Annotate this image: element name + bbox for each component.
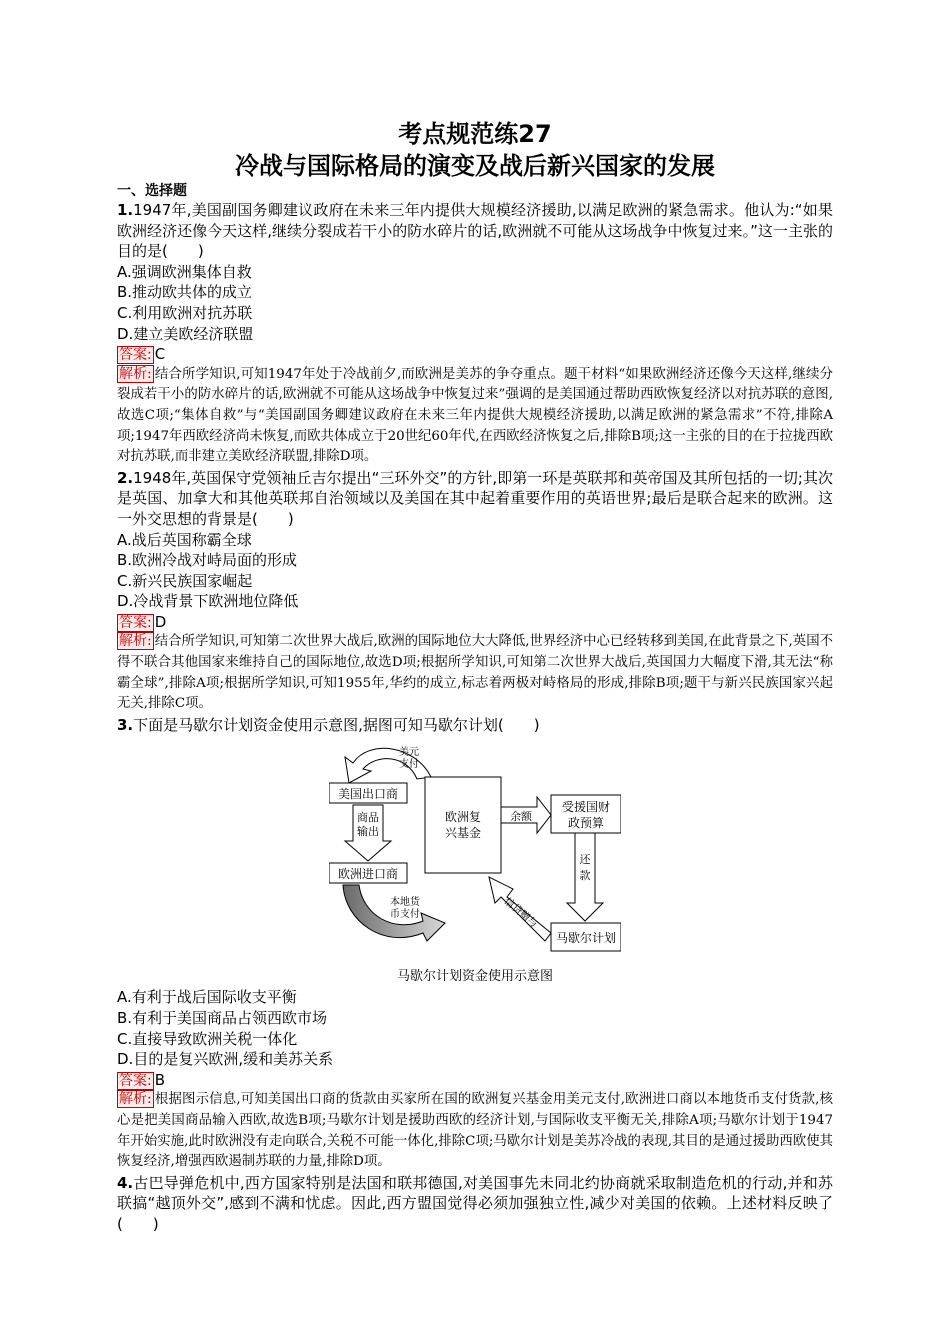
recovery-fund-box: [425, 777, 501, 873]
option-c: C.新兴民族国家崛起: [117, 571, 253, 590]
question-number: 2.: [117, 468, 134, 487]
document-page: [117, 118, 833, 1235]
diagram-caption: 马歇尔计划资金使用示意图: [396, 969, 553, 985]
question-text: 下面是马歇尔计划资金使用示意图,据图可知马歇尔计划( ): [133, 715, 540, 734]
explanation: [117, 365, 833, 468]
option-c: C.直接导致欧洲关税一体化: [117, 1029, 298, 1048]
answer-line: [117, 612, 833, 633]
document-title-line2: 冷战与国际格局的演变及战后新兴国家的发展: [235, 152, 715, 180]
explanation: [117, 1090, 833, 1172]
local-payment-label-2: 币支付: [390, 909, 420, 921]
answer-tag: 答案:: [119, 614, 152, 631]
answer-line: [117, 344, 833, 365]
eu-importer-label: 欧洲进口商: [337, 867, 399, 882]
explanation-text: 结合所学知识,可知第二次世界大战后,欧洲的国际地位大大降低,世界经济中心已经转移到美国,在此背景之下,英国不得不联合其他国家来维持自己的国际地位,故选D项;根据所学知识,可知第二次世界大战后,英国国力大幅度下滑,其无法“称霸全球”,排除A项;根据所学知识,可知1955年,华约的成立,标志着两极对峙格局的形成,排除B项;题干与新兴民族国家兴起无关,排除C项。: [117, 634, 833, 712]
goods-output-label-2: 输出: [357, 825, 379, 839]
option-a: A.有利于战后国际收支平衡: [117, 988, 297, 1007]
credit-grant-label: 信贷赠与: [501, 896, 540, 931]
question-text: 1948年,英国保守党领袖丘吉尔提出“三环外交”的方针,即第一环是英联邦和英帝国及其所包括的一切;其次是英国、加拿大和其他英联邦自治领域以及美国在其中起着重要作用的英语世界;最后是联合起来的欧洲。这一外交思想的背景是( ): [117, 468, 833, 528]
question-4: [117, 1173, 833, 1235]
usd-payment-label-1: 美元: [399, 747, 419, 759]
question-number: 3.: [117, 715, 134, 734]
question-text: 古巴导弹危机中,西方国家特别是法国和联邦德国,对美国事先未同北约协商就采取制造危机的行动,并和苏联搞“越顶外交”,感到不满和忧虑。因此,西方盟国觉得必须加强独立性,减少对美国的依赖。上述材料反映了( ): [117, 1173, 833, 1233]
explanation-text: 结合所学知识,可知1947年处于冷战前夕,而欧洲是美苏的争夺重点。题干材料“如果欧洲经济还像今天这样,继续分裂成若干小的防水碎片的话,欧洲就不可能从这场战争中恢复过来”强调的是美国通过帮助西欧恢复经济以对抗苏联的意图,故选C项;“集体自救”与“美国副国务卿建议政府在未来三年内提供大规模经济援助,以满足欧洲的紧急需求”不符,排除A项;1947年西欧经济尚未恢复,而欧共体成立于20世纪60年代,在西欧经济恢复之后,排除B项;这一主张的目的在于拉拢西欧对抗苏联,而非建立美欧经济联盟,排除D项。: [117, 366, 833, 465]
section-heading: 一、选择题: [117, 183, 187, 199]
question-1: [117, 200, 833, 262]
repayment-label-2: 款: [579, 869, 591, 883]
explanation-text: 根据图示信息,可知美国出口商的货款由买家所在国的欧洲复兴基金用美元支付,欧洲进口商以本地货币支付货款,核心是把美国商品输入西欧,故选B项;马歇尔计划是援助西欧的经济计划,与国际收支平衡无关,排除A项;马歇尔计划于1947年开始实施,此时欧洲没有走向联合,关税不可能一体化,排除C项;马歇尔计划是美苏冷战的表现,其目的是通过援助西欧使其恢复经济,增强西欧遏制苏联的力量,排除D项。: [117, 1092, 833, 1170]
explanation: [117, 632, 833, 714]
goods-output-label-1: 商品: [357, 811, 379, 825]
repayment-label-1: 还: [579, 853, 591, 867]
recovery-fund-label-2: 兴基金: [444, 826, 482, 841]
option-b: B.有利于美国商品占领西欧市场: [117, 1009, 328, 1028]
option-d: D.目的是复兴欧洲,缓和美苏关系: [117, 1050, 334, 1069]
surplus-label: 余额: [510, 810, 532, 824]
explanation-tag: 解析:: [119, 365, 152, 382]
recipient-budget-label-2: 政预算: [567, 816, 605, 831]
flow-diagram: [329, 737, 621, 969]
option-d: D.冷战背景下欧洲地位降低: [117, 592, 299, 611]
question-number: 1.: [117, 201, 134, 219]
local-payment-label-1: 本地货: [390, 897, 420, 909]
usd-payment-label-2: 支付: [399, 759, 419, 771]
question-text: 1947年,美国副国务卿建议政府在未来三年内提供大规模经济援助,以满足欧洲的紧急需求。他认为:“如果欧洲经济还像今天这样,继续分裂成若干小的防水碎片的话,欧洲就不可能从这场战争中恢复过来。”这一主张的目的是( ): [117, 201, 833, 261]
us-exporter-label: 美国出口商: [337, 787, 399, 802]
option-d: D.建立美欧经济联盟: [117, 324, 254, 343]
recovery-fund-label-1: 欧洲复: [444, 810, 482, 825]
question-3: [117, 715, 833, 736]
explanation-tag: 解析:: [119, 1091, 152, 1108]
answer-value: D: [154, 612, 167, 631]
document-title-line1: 考点规范练27: [398, 120, 552, 148]
answer-value: C: [154, 345, 166, 364]
option-c: C.利用欧洲对抗苏联: [117, 303, 253, 322]
answer-tag: 答案:: [119, 347, 152, 364]
option-b: B.推动欧共体的成立: [117, 283, 253, 302]
answer-line: [117, 1070, 833, 1091]
question-number: 4.: [117, 1173, 134, 1192]
marshall-plan-label: 马歇尔计划: [555, 931, 617, 946]
explanation-tag: 解析:: [119, 633, 152, 650]
option-b: B.欧洲冷战对峙局面的形成: [117, 551, 298, 570]
option-a: A.战后英国称霸全球: [117, 530, 252, 549]
question-2: [117, 468, 833, 530]
marshall-plan-diagram: [117, 735, 833, 967]
answer-tag: 答案:: [119, 1072, 152, 1089]
recipient-budget-label-1: 受援国财: [561, 800, 611, 815]
option-a: A.强调欧洲集体自救: [117, 262, 252, 281]
answer-value: B: [154, 1070, 166, 1089]
